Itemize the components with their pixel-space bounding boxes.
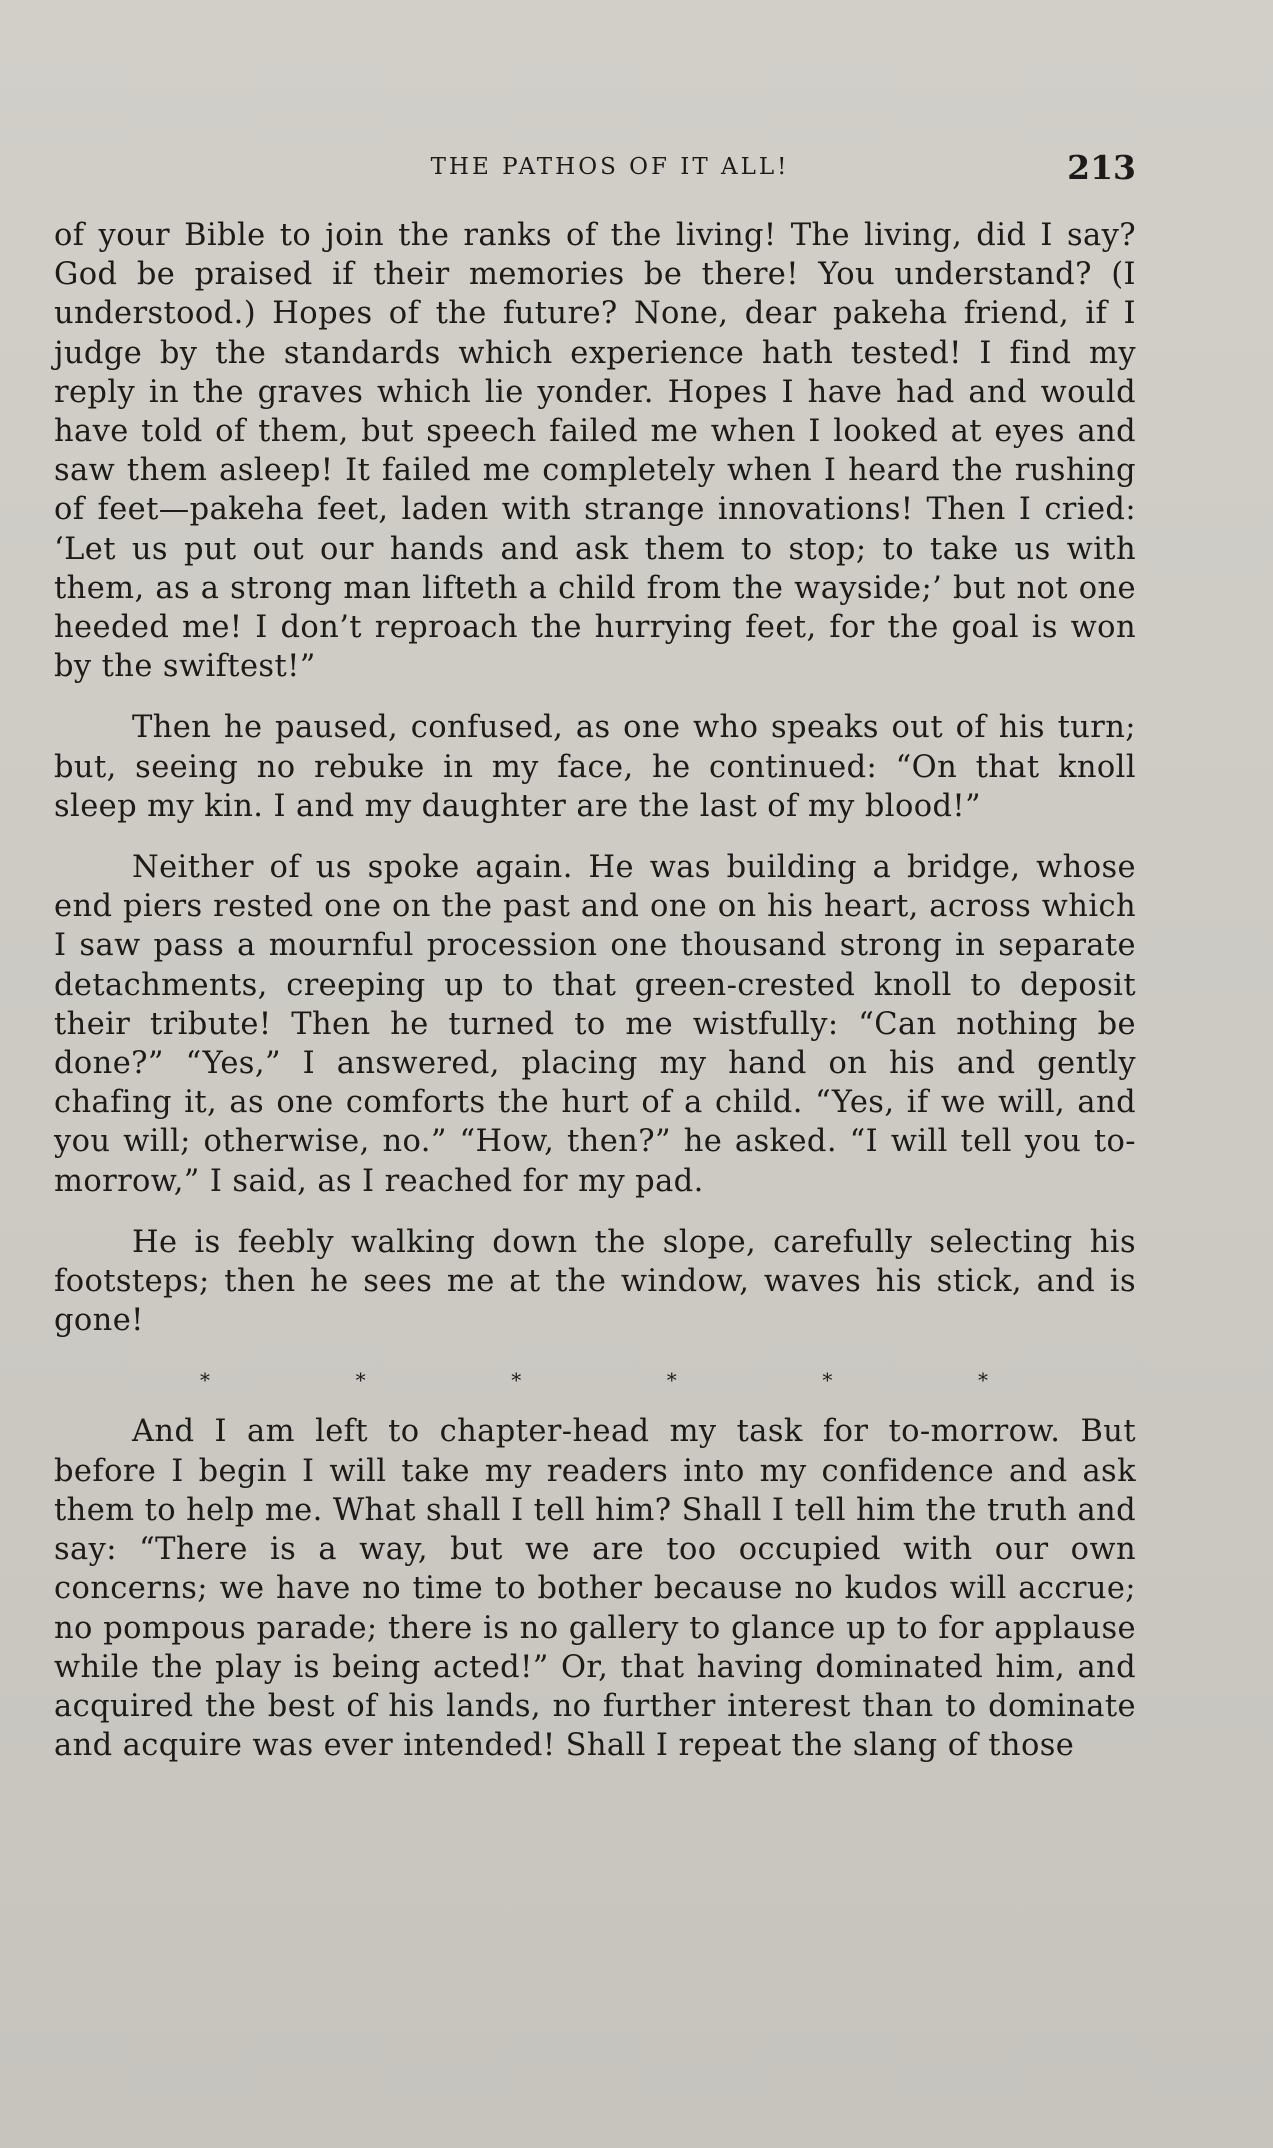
paragraph: And I am left to chapter-head my task for to-morrow. But before I begin I will take my readers into my confidence and ask them to help me. What shall I tell him? Shall I tell him the truth and say: “There is a way, but we are too occupied with our own concerns; we have no time to bother because no kudos will accrue; no pompous parade; there is no gallery to glance up to for applause while the play is being acted!” Or, that having dominated him, and acquired the best of his lands, no further interest than to dominate and acquire was ever intended! Shall I repeat the slang of those bbox=[54, 1414, 1136, 1764]
paragraph: He is feebly walking down the slope, carefully selecting his footsteps; then he sees me at the window, waves his stick, and is gone! bbox=[54, 1224, 1136, 1339]
section-break-star: * bbox=[666, 1368, 677, 1393]
section-break bbox=[200, 1368, 988, 1393]
page-number: 213 bbox=[1067, 148, 1136, 187]
paragraph-continued: of your Bible to join the ranks of the living! The living, did I say? God be praised if their memories be there! You understand? (I understood.) Hopes of the future? None, dear pakeha friend, if I judge by the standards which experience hath tested! I find my reply in the graves which lie yonder. Hopes I have had and would have told of them, but speech failed me when I looked at eyes and saw them asleep! It failed me completely when I heard the rushing of feet—pakeha feet, laden with strange innovations! Then I cried: ‘Let us put out our hands and ask them to stop; to take us with them, as a strong man lifteth a child from the wayside;’ but not one heeded me! I don’t reproach the hurrying feet, for the goal is won by the swiftest!” bbox=[54, 218, 1136, 685]
section-break-star: * bbox=[511, 1368, 522, 1393]
paragraph: Neither of us spoke again. He was building a bridge, whose end piers rested one on the past and one on his heart, across which I saw pass a mournful procession one thousand strong in separate detachments, creeping up to that green-crested knoll to deposit their tribute! Then he turned to me wistfully: “Can nothing be done?” “Yes,” I answered, placing my hand on his and gently chafing it, as one comforts the hurt of a child. “Yes, if we will, and you will; otherwise, no.” “How, then?” he asked. “I will tell you to-morrow,” I said, as I reached for my pad. bbox=[54, 850, 1136, 1199]
section-break-star: * bbox=[200, 1368, 210, 1393]
section-break-star: * bbox=[355, 1368, 366, 1393]
running-title: THE PATHOS OF IT ALL! bbox=[430, 154, 790, 180]
body-text bbox=[54, 216, 1136, 1765]
section-break-star: * bbox=[822, 1368, 833, 1393]
section-break-star: * bbox=[977, 1368, 988, 1393]
paragraph: Then he paused, confused, as one who speaks out of his turn; but, seeing no rebuke in my face, he continued: “On that knoll sleep my kin. I and my daughter are the last of my blood!” bbox=[54, 710, 1136, 824]
page-header bbox=[54, 148, 1136, 188]
